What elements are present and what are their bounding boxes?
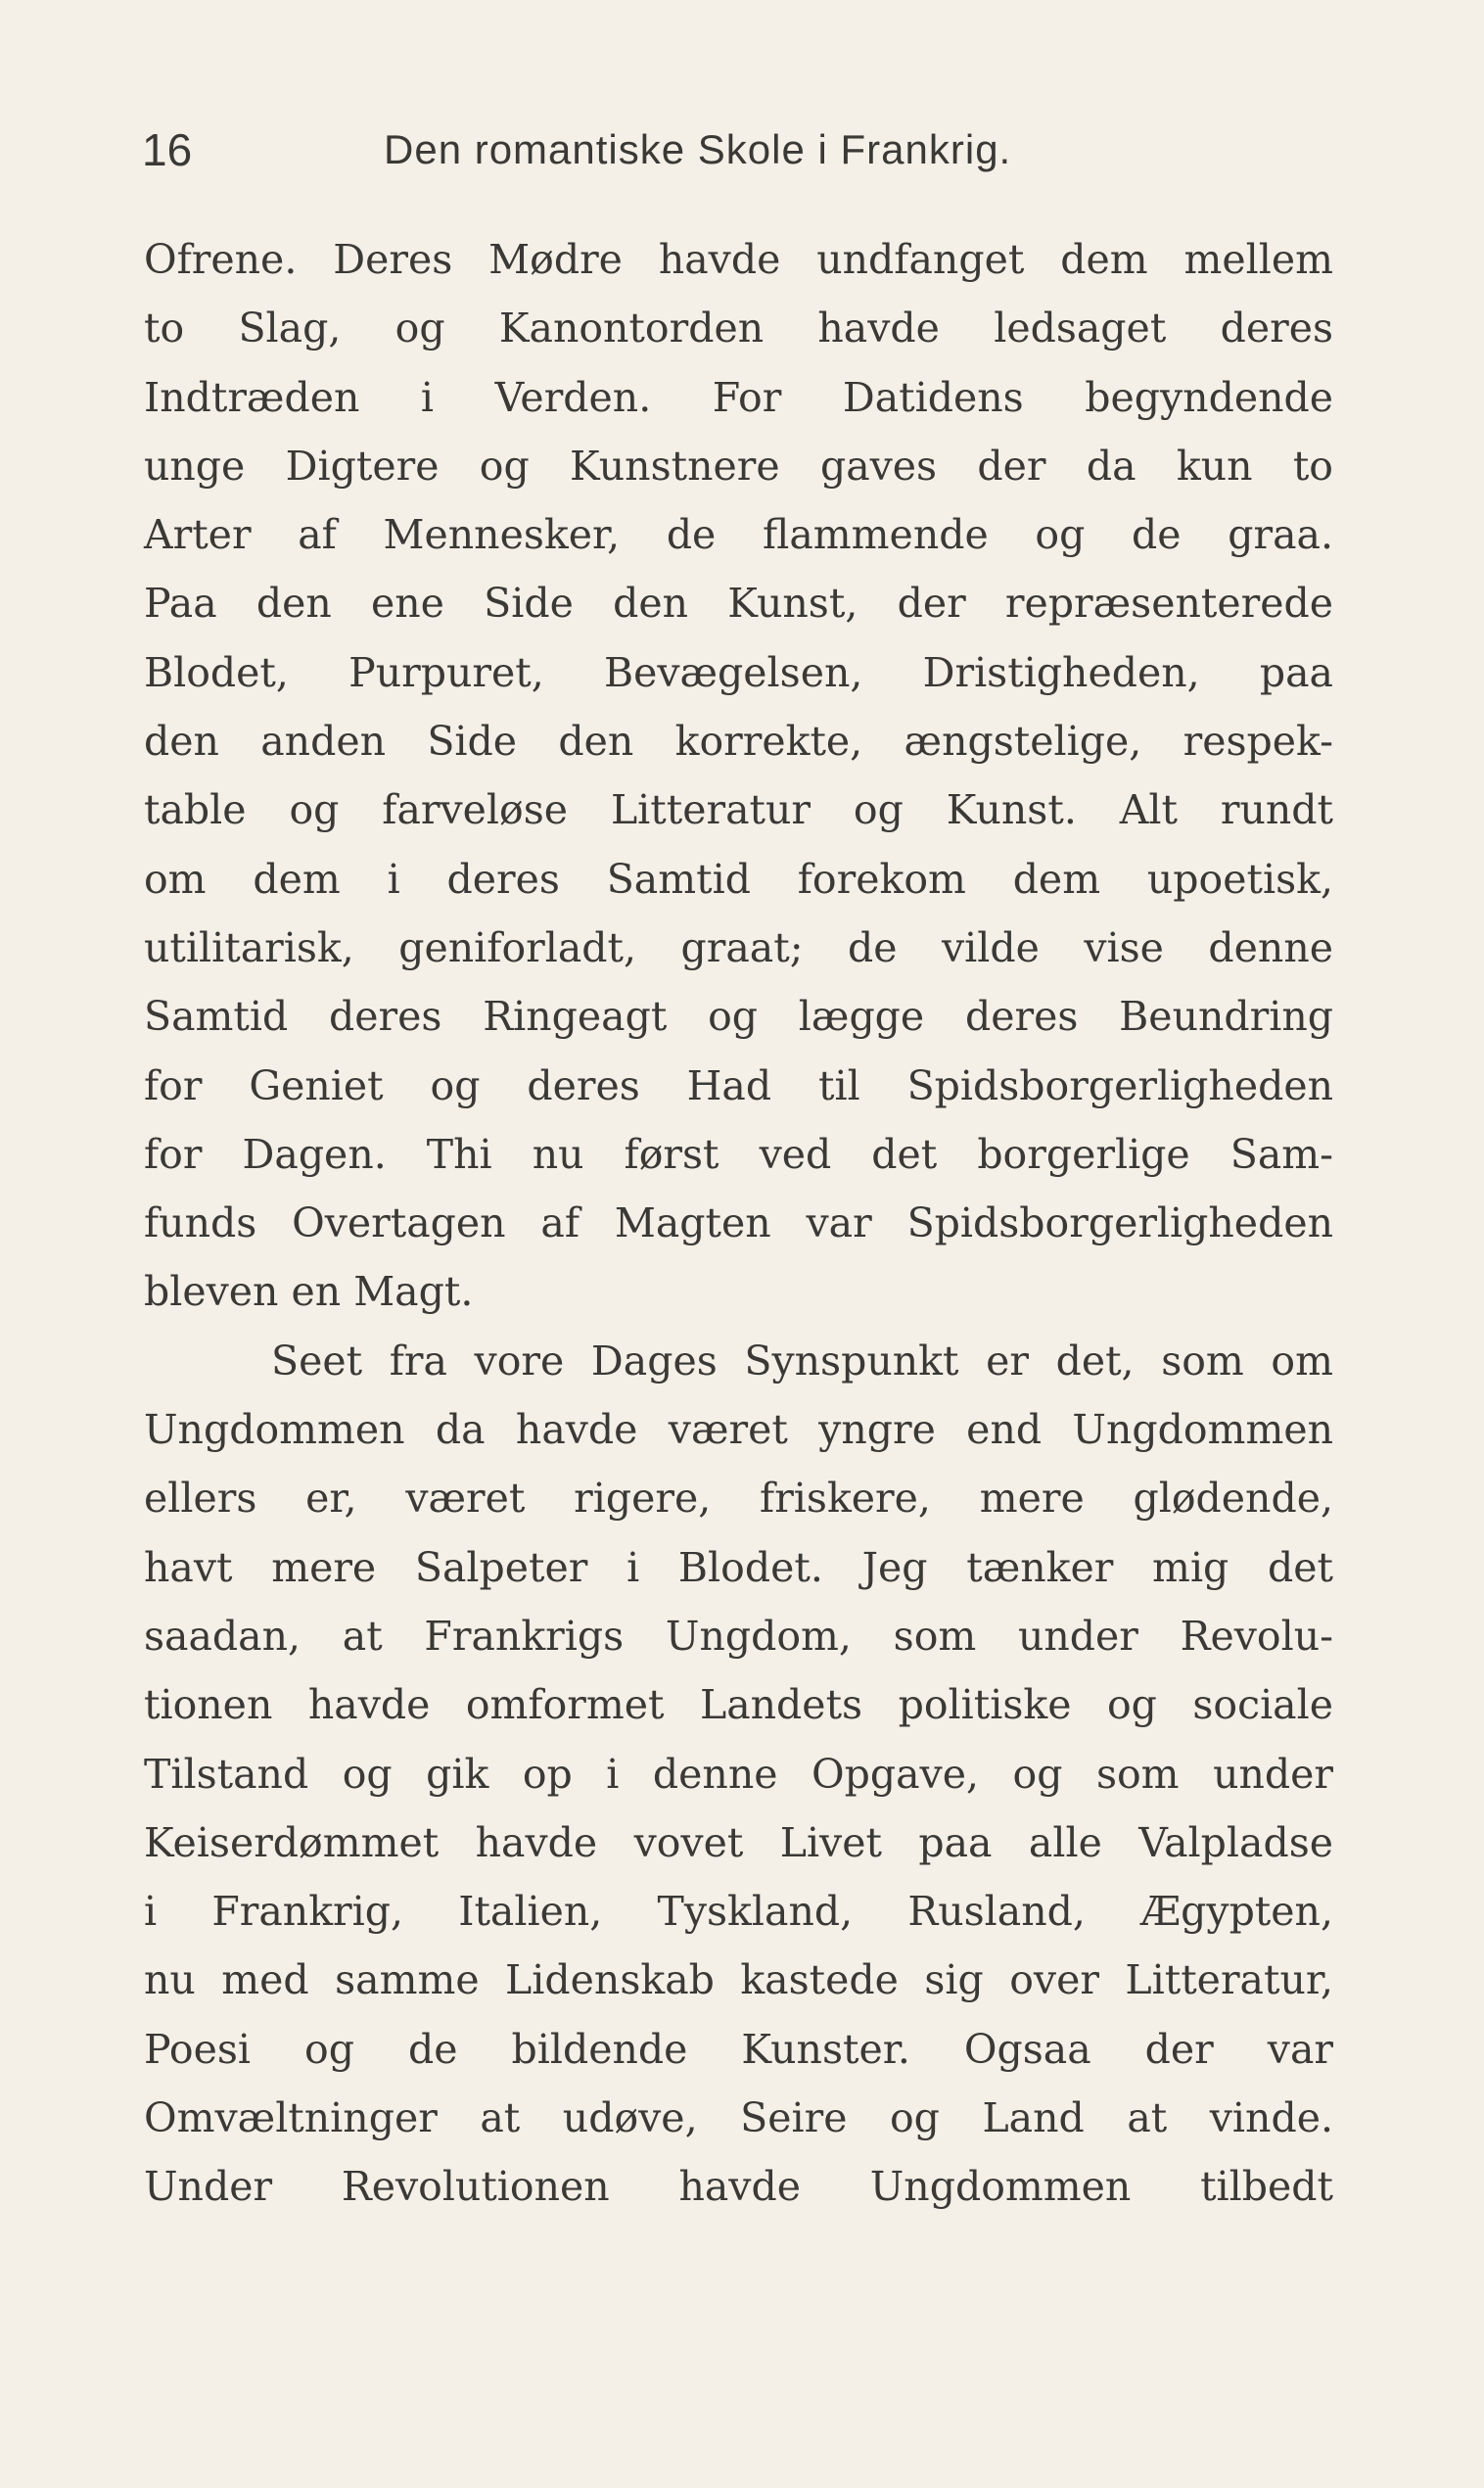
text-line: for Geniet og deres Had til Spidsborgerligheden — [144, 1061, 1333, 1109]
text-line: saadan, at Frankrigs Ungdom, som under Revolu- — [144, 1612, 1333, 1660]
running-title: Den romantiske Skole i Frankrig. — [384, 126, 1012, 172]
text-line: Indtræden i Verden. For Datidens begyndende — [144, 373, 1333, 421]
text-line: Ungdommen da havde været yngre end Ungdommen — [144, 1406, 1333, 1454]
paragraph-end-line: bleven en Magt. — [144, 1268, 474, 1316]
text-line: Ofrene. Deres Mødre havde undfanget dem mellem — [144, 236, 1333, 283]
text-line: funds Overtagen af Magten var Spidsborgerligheden — [144, 1199, 1333, 1247]
text-line: i Frankrig, Italien, Tyskland, Rusland, Ægypten, — [144, 1888, 1333, 1936]
text-line: ellers er, været rigere, friskere, mere glødende, — [144, 1475, 1333, 1523]
text-line: Blodet, Purpuret, Bevægelsen, Dristigheden, paa — [144, 648, 1333, 696]
text-line: utilitarisk, geniforladt, graat; de vilde vise denne — [144, 923, 1333, 971]
body-text — [144, 225, 1333, 2222]
text-line: nu med samme Lidenskab kastede sig over Litteratur, — [144, 1956, 1333, 2004]
text-line: Samtid deres Ringeagt og lægge deres Beundring — [144, 993, 1333, 1041]
text-line: for Dagen. Thi nu først ved det borgerlige Sam- — [144, 1130, 1333, 1178]
text-line: den anden Side den korrekte, ængstelige, respek- — [144, 718, 1333, 766]
page-number: 16 — [142, 124, 193, 175]
text-line: havt mere Salpeter i Blodet. Jeg tænker mig det — [144, 1543, 1333, 1591]
text-line: om dem i deres Samtid forekom dem upoetisk, — [144, 855, 1333, 903]
running-head — [0, 116, 1484, 184]
text-line: unge Digtere og Kunstnere gaves der da kun to — [144, 442, 1333, 490]
text-line: Tilstand og gik op i denne Opgave, og som under — [144, 1750, 1333, 1798]
text-line: to Slag, og Kanontorden havde ledsaget deres — [144, 305, 1333, 352]
text-line: Paa den ene Side den Kunst, der repræsenterede — [144, 580, 1333, 628]
text-line: Keiserdømmet havde vovet Livet paa alle Valpladse — [144, 1818, 1333, 1866]
text-line: table og farveløse Litteratur og Kunst. Alt rundt — [144, 786, 1333, 834]
text-line: Omvæltninger at udøve, Seire og Land at vinde. — [144, 2094, 1333, 2142]
text-line: Under Revolutionen havde Ungdommen tilbedt — [144, 2163, 1333, 2211]
text-line: Arter af Mennesker, de flammende og de graa. — [144, 511, 1333, 559]
text-line: Poesi og de bildende Kunster. Ogsaa der var — [144, 2025, 1333, 2073]
paragraph-start-line: Seet fra vore Dages Synspunkt er det, som om — [271, 1337, 1333, 1385]
text-line: tionen havde omformet Landets politiske og sociale — [144, 1681, 1333, 1729]
